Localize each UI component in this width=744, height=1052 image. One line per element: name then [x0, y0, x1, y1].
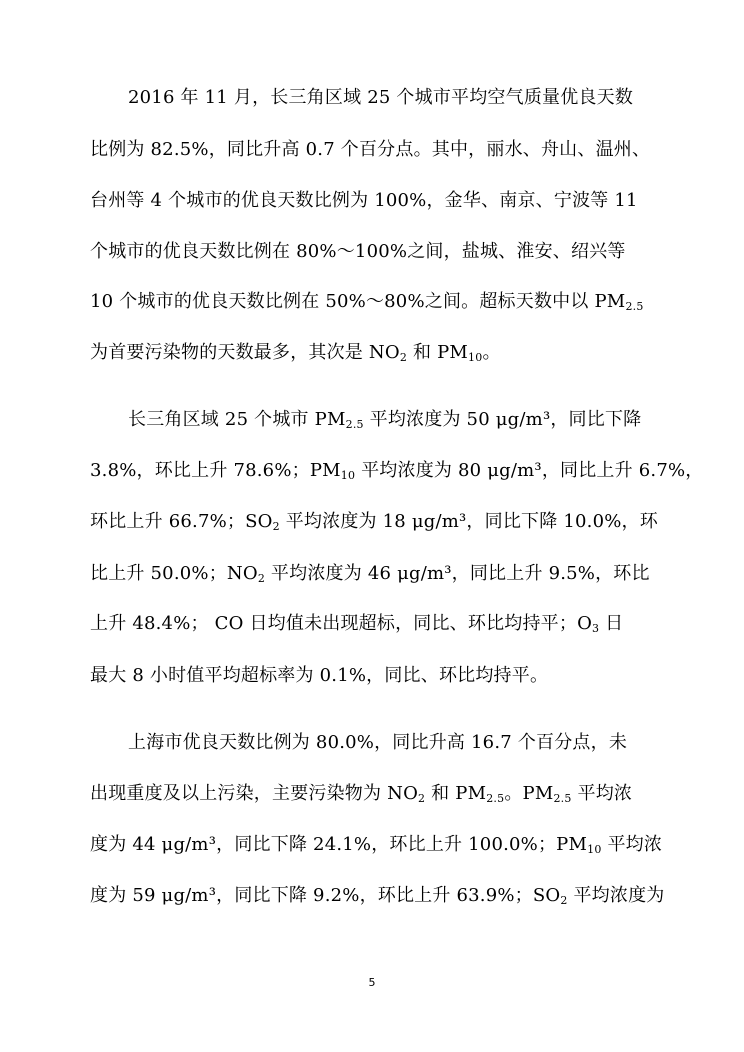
text-run: 上海市优良天数比例为 80.0%，同比升高 16.7 个百分点，未 — [128, 732, 628, 753]
text-run: 平均浓度为 50 μg/m³，同比下降 — [363, 409, 642, 430]
text-run: 比例为 82.5%，同比升高 0.7 个百分点。其中，丽水、舟山、温州、 — [90, 139, 651, 160]
text-run: 平均浓度为 — [567, 885, 665, 906]
text-run: 长三角区域 25 个城市 PM — [128, 409, 346, 430]
subscript: 10 — [587, 843, 602, 856]
subscript: 2.5 — [345, 418, 364, 431]
paragraph-2-line-1 — [128, 408, 658, 432]
paragraph-1-line-1 — [128, 86, 658, 110]
text-run: 日 — [599, 613, 624, 634]
paragraph-2-line-4 — [90, 562, 658, 586]
subscript: 3 — [592, 622, 600, 635]
paragraph-3-line-2 — [90, 782, 658, 806]
text-run: 为首要污染物的天数最多，其次是 NO — [90, 342, 400, 363]
text-run: 平均浓 — [571, 783, 633, 804]
text-run: 平均浓 — [601, 834, 663, 855]
subscript: 2 — [399, 351, 408, 364]
subscript: 2 — [272, 520, 280, 533]
text-run: 和 PM — [407, 342, 469, 363]
text-run: 度为 44 μg/m³，同比下降 24.1%，环比上升 100.0%；PM — [90, 834, 588, 855]
page-number: 5 — [368, 976, 376, 989]
text-run: 上升 48.4%； CO 日均值未出现超标，同比、环比均持平；O — [90, 613, 593, 634]
text-run: 10 个城市的优良天数比例在 50%～80%之间。超标天数中以 PM — [90, 291, 626, 312]
text-run: 3.8%，环比上升 78.6%；PM — [90, 460, 341, 481]
paragraph-1-line-5 — [90, 290, 658, 314]
text-run: 个城市的优良天数比例在 80%～100%之间，盐城、淮安、绍兴等 — [90, 241, 626, 262]
text-run: 平均浓度为 18 μg/m³，同比下降 10.0%，环 — [279, 511, 658, 532]
text-run: 。 — [482, 342, 501, 363]
text-run: 平均浓度为 46 μg/m³，同比上升 9.5%，环比 — [265, 563, 650, 584]
subscript: 10 — [340, 469, 356, 482]
subscript: 2 — [418, 792, 426, 805]
paragraph-1-line-6 — [90, 341, 658, 365]
paragraph-2-line-2 — [90, 459, 704, 483]
text-run: 最大 8 小时值平均超标率为 0.1%，同比、环比均持平。 — [90, 665, 549, 686]
paragraph-3-line-1 — [128, 731, 658, 755]
text-run: 2016 年 11 月，长三角区域 25 个城市平均空气质量优良天数 — [128, 87, 634, 108]
paragraph-2-line-5 — [90, 612, 658, 636]
text-run: 和 PM — [425, 783, 487, 804]
subscript: 2.5 — [553, 792, 572, 805]
paragraph-1-line-3 — [90, 189, 658, 213]
text-run: 平均浓度为 80 μg/m³，同比上升 6.7%， — [355, 460, 704, 481]
subscript: 10 — [468, 351, 483, 364]
paragraph-2-line-3 — [90, 510, 658, 534]
subscript: 2 — [257, 572, 266, 585]
paragraph-2-line-6 — [90, 664, 658, 688]
subscript: 2 — [560, 894, 568, 907]
paragraph-3-line-4 — [90, 884, 665, 908]
text-run: 比上升 50.0%；NO — [90, 563, 258, 584]
subscript: 2.5 — [625, 300, 644, 313]
paragraph-3-line-3 — [90, 833, 663, 857]
text-run: 度为 59 μg/m³，同比下降 9.2%，环比上升 63.9%；SO — [90, 885, 561, 906]
text-run: 台州等 4 个城市的优良天数比例为 100%，金华、南京、宁波等 11 — [90, 190, 638, 211]
paragraph-1-line-2 — [90, 138, 658, 162]
subscript: 2.5 — [486, 792, 505, 805]
text-run: 。PM — [504, 783, 554, 804]
text-run: 出现重度及以上污染，主要污染物为 NO — [90, 783, 419, 804]
paragraph-1-line-4 — [90, 240, 658, 264]
text-run: 环比上升 66.7%；SO — [90, 511, 273, 532]
